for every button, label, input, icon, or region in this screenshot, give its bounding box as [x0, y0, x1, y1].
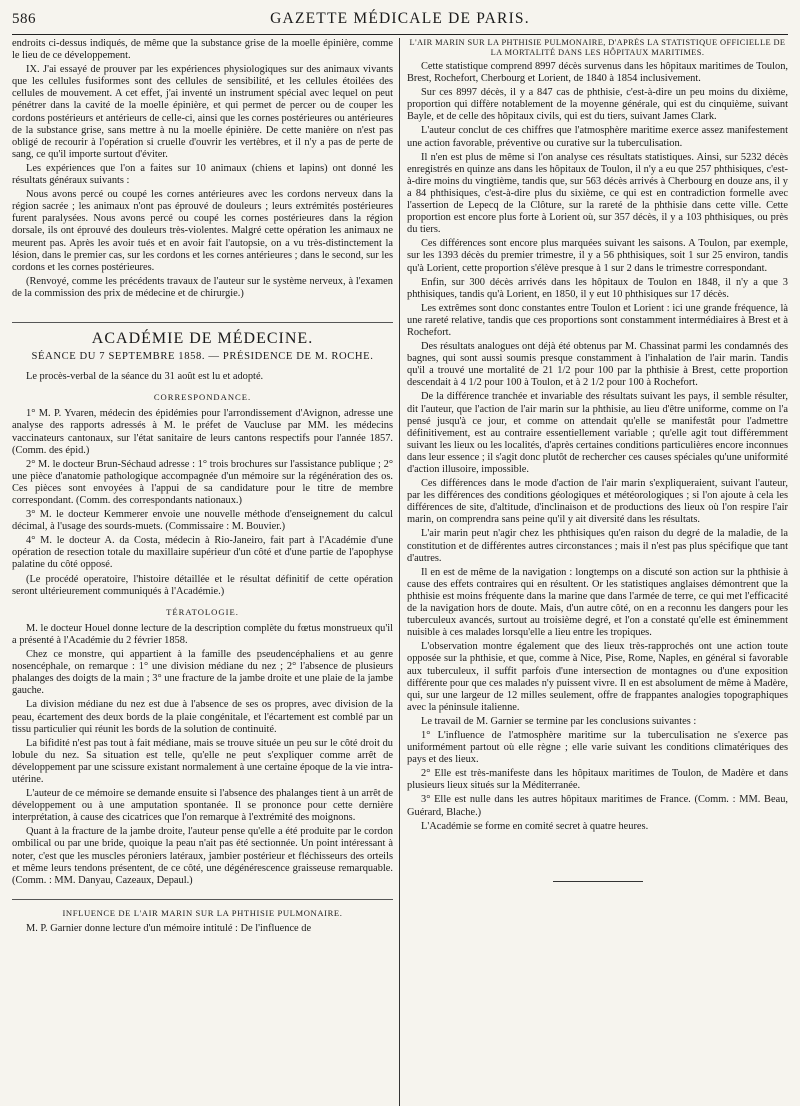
seance-line: SÉANCE DU 7 SEPTEMBRE 1858. — PRÉSIDENCE DE M. ROCHE. [31, 351, 374, 363]
correspondance-item: (Le procédé operatoire, l'histoire détaillée et le résultat définitif de cette opération seront ultérieurement communiqués à l'Académie.) [12, 573, 393, 597]
paragraph: (Renvoyé, comme les précédents travaux de l'auteur sur le système nerveux, à l'examen de la commission des prix de médecine et de chirurgie.) [12, 275, 393, 299]
paragraph: Quant à la fracture de la jambe droite, l'auteur pense qu'elle a été produite par le cordon ombilical ou par une bride, quoique la peau n'ait pas été sectionnée. Un point intéressant à noter, c'est que les muscles péroniers latéraux, jambier postérieur et fléchisseurs des orteils et même leurs tendons présentent, de ce côté, une dégénérescence graisseuse remarquable. (Comm. : MM. Danyau, Cazeaux, Depaul.) [12, 826, 393, 886]
journal-title: GAZETTE MÉDICALE DE PARIS. [270, 10, 530, 27]
end-rule [553, 881, 643, 883]
closing-line: L'Académie se forme en comité secret à quatre heures. [421, 820, 649, 832]
paragraph: M. P. Garnier donne lecture d'un mémoire intitulé : De l'influence de [26, 922, 312, 934]
paragraph: Chez ce monstre, qui appartient à la famille des pseudencéphaliens et au genre nosencéphale, on remarque : 1° une division médiane du nez ; 2° l'absence de plusieurs phalanges des doigts de la main ; 3° une fracture de la jambe droite et une plaie de la jambe gauche. [12, 649, 393, 697]
left-column [12, 38, 399, 1106]
paragraph: L'auteur de ce mémoire se demande ensuite si l'absence des phalanges tient à un arrêt de développement ou à une amputation spontanée. Il se prononce pour cette dernière interprétation, à cause des cicatrices que l'on remarque à l'extrémité des moignons. [12, 788, 393, 824]
paragraph: M. le docteur Houel donne lecture de la description complète du fœtus monstrueux qu'il a présenté à l'Académie du 2 février 1858. [12, 622, 393, 646]
paragraph: Ces différences sont encore plus marquées suivant les saisons. A Toulon, par exemple, sur les 1393 décès du premier trimestre, il y a 56 phthisiques, soit 1 sur 25 environ, tandis qu'à Lorient, cette proportion s'élève presque à 1 sur 2 dans le trimestre correspondant. [407, 238, 788, 274]
paragraph: La bifidité n'est pas tout à fait médiane, mais se trouve située un peu sur le côté droit du lobule du nez. Sa situation est telle, qu'elle ne peut s'expliquer comme arrêt de développement par une scissure existant normalement à une certaine époque de la vie intra-utérine. [12, 737, 393, 785]
paragraph: Enfin, sur 300 décès arrivés dans les hôpitaux de Toulon en 1848, il n'y a que 3 phthisiques, tandis qu'à Lorient, en 1850, il y eut 10 phthisiques sur 17 décès. [407, 276, 788, 300]
paragraph: Ces différences dans le mode d'action de l'air marin s'expliqueraient, suivant l'auteur, par les différences des conditions géologiques et météorologiques ; si l'on ajoute à cela les différences de site, d'altitude, d'inclinaison et de productions des lieux où l'on respire l'air marin, on comprendra sans peine qu'il y ait diversité dans les résultats. [407, 478, 788, 526]
paragraph: L'observation montre également que des lieux très-rapprochés ont une action toute opposée sur la phthisie, et que, comme à Nice, Pise, Rome, Naples, en général si favorable aux tuberculeux, il suffit parfois d'une intersection de montagnes ou d'une exposition différente pour que ces malades n'y puissent vivre. Il en est absolument de même à Madère, qui, sur une largeur de 12 milles seulement, offre de frappantes analogies topographiques avec la péninsule italienne. [407, 641, 788, 713]
paragraph: Il en est de même de la navigation : longtemps on a discuté son action sur la phthisie à cause des effets contraires qui en résultent. Or les statistiques anglaises démontrent que la phthisie est moins fréquente dans la marine que dans l'armée de terre, ce qui met l'efficacité de la navigation hors de doute. Mais, d'un autre côté, on en a reconnu les dangers pour les tuberculeux avancés, surtout au troisième degré, et l'on a constaté qu'elle est éminemment nuisible à ces malades lorsqu'elle a lieu entre les tropiques. [407, 566, 788, 639]
paragraph: Des résultats analogues ont déjà été obtenus par M. Chassinat parmi les condamnés des bagnes, qui sont aussi soumis presque constamment à l'inhalation de l'air marin. Tandis qu'il a trouvé une mortalité de 21 1/2 pour 100 par la phthisie à Brest, cette proportion descendait à 4 1/2 pour 100 à Toulon, et à 2 1/2 pour 100 à Rochefort. [407, 341, 788, 389]
paragraph: Nous avons percé ou coupé les cornes antérieures avec les cordons nerveux dans la région sacrée ; les animaux n'ont pas éprouvé de douleurs ; leurs extrémités postérieures furent paralysées. Nous avons percé ou coupé les cornes postérieures dans la région dorsale, ils ont éprouvé des douleurs très-violentes. Malgré cette opération les animaux ne meurent pas. Après les avoir tués et en avoir fait l'autopsie, on a vu très-distinctement la lésion, dans le premier cas, sur les cordons et les cornes antérieures ; dans le second, sur les cordons et les cornes postérieures. [12, 189, 393, 273]
paragraph: Les expériences que l'on a faites sur 10 animaux (chiens et lapins) ont donné les résultats généraux suivants : [12, 162, 393, 187]
influence-heading: INFLUENCE DE L'AIR MARIN SUR LA PHTHISIE PULMONAIRE. [12, 899, 393, 919]
paragraph: IX. J'ai essayé de prouver par les expériences physiologiques sur des animaux vivants que les cellules fusiformes sont des cellules de sensibilité, et les cellules étoilées des cellules de mouvement. A cet effet, j'ai inventé un instrument spécial avec lequel on peut pénétrer dans la cavité de la moelle épinière, et qui permet de percer ou de couper les cordons postérieurs et antérieurs de celle-ci, ainsi que les cornes postérieures ou antérieures de la substance grise, sans mettre à nu la moelle épinière. De cette manière on n'est pas obligé de recourir à l'opération si cruelle d'ouvrir les vertèbres, et il n'y a pas de perte de sang, ce qu'il importe surtout d'éviter. [12, 64, 393, 160]
teratologie-heading: TÉRATOLOGIE. [166, 606, 239, 617]
paragraph: Il n'en est plus de même si l'on analyse ces résultats statistiques. Ainsi, sur 5232 décès enregistrés en quinze ans dans les hôpitaux de Toulon, il n'y a eu que 257 phthisiques, c'est-à-dire moins du vingtième, tandis que, sur 563 décès arrivés à Cherbourg en douze ans, il y a 84 phthisiques, c'est-à-dire plus du sixième, ce qui est en contradiction formelle avec l'assertion de Lepecq de la Clôture, sur la rareté de la phthisie dans cette ville. Cette proportion est encore plus forte à Lorient où, sur 357 décès, il y a 103 phthisiques, ou près du tiers. [407, 151, 788, 236]
correspondance-heading: CORRESPONDANCE. [153, 392, 252, 403]
paragraph: L'air marin peut n'agir chez les phthisiques qu'en raison du degré de la maladie, de la constitution et de différentes autres circonstances ; mais il n'est pas plus spécifique que tant d'autres. [407, 528, 788, 564]
academy-title: ACADÉMIE DE MÉDECINE. [12, 322, 393, 345]
paragraph: Sur ces 8997 décès, il y a 847 cas de phthisie, c'est-à-dire un peu moins du dixième, proportion qui diffère notablement de la moyenne générale, qui est du cinquième, suivant Bayle, et de celle des hôpitaux civils, qui est du tiers, suivant James Clark. [407, 87, 788, 123]
paragraph: Le travail de M. Garnier se termine par les conclusions suivantes : [421, 715, 697, 727]
paragraph: La division médiane du nez est due à l'absence de ses os propres, avec division de la peau, écartement des deux bords de la plaie congénitale, et l'écartement est comblé par un tissu particulier qui réunit les bords de la solution de continuité. [12, 699, 393, 735]
page-number: 586 [12, 11, 36, 27]
correspondance-item: 3° M. le docteur Kemmerer envoie une nouvelle méthode d'enseignement du calcul décimal, à l'usage des sourds-muets. (Commissaire : M. Bouvier.) [12, 509, 393, 533]
correspondance-item: 4° M. le docteur A. da Costa, médecin à Rio-Janeiro, fait part à l'Académie d'une opération de resection totale du maxillaire supérieur d'un côté et d'une partie de l'apophyse palatine du côté opposé. [12, 535, 393, 571]
correspondance-item: 1° M. P. Yvaren, médecin des épidémies pour l'arrondissement d'Avignon, adresse une analyse des rapports adressés à M. le préfet de Vaucluse par MM. les médecins vaccinateurs cantonaux, sur l'état sanitaire de leurs cantons respectifs pour l'année 1857. (Comm. des épid.) [12, 408, 393, 456]
paragraph: Cette statistique comprend 8997 décès survenus dans les hôpitaux maritimes de Toulon, Brest, Rochefort, Cherbourg et Lorient, de 1840 à 1854 inclusivement. [407, 61, 788, 85]
paragraph: L'auteur conclut de ces chiffres que l'atmosphère maritime exerce assez manifestement une action favorable, préventive ou curative sur la tuberculisation. [407, 125, 788, 149]
correspondance-item: 2° M. le docteur Brun-Séchaud adresse : 1° trois brochures sur l'assistance publique ; 2° une pièce d'anatomie pathologique accompagnée d'un mémoire sur la régénération des os. Ces pièces sont envoyées à l'appui de sa candidature pour le titre de membre correspondant. (Comm. des correspondants nationaux.) [12, 458, 393, 506]
conclusion-item: 2° Elle est très-manifeste dans les hôpitaux maritimes de Toulon, de Madère et dans plusieurs lieux situés sur la Méditerranée. [407, 768, 788, 792]
text-columns [12, 38, 788, 1106]
page-header [12, 10, 788, 35]
proces-verbal: Le procès-verbal de la séance du 31 août est lu et adopté. [26, 371, 264, 383]
right-column [400, 38, 788, 1106]
conclusion-item: 3° Elle est nulle dans les autres hôpitaux maritimes de France. (Comm. : MM. Beau, Guérard, Blache.) [407, 794, 788, 818]
paragraph: Les extrêmes sont donc constantes entre Toulon et Lorient : ici une grande fréquence, là une rareté relative, tandis que ces proportions sont constamment intermédiaires à Brest et à Rochefort. [407, 302, 788, 338]
memoir-title: L'AIR MARIN SUR LA PHTHISIE PULMONAIRE, D'APRÈS LA STATISTIQUE OFFICIELLE DE LA MORTALITÉ DANS LES HÔPITAUX MARITIMES. [409, 38, 786, 57]
paragraph: De la différence tranchée et invariable des résultats suivant les pays, il semble résulter, dit l'auteur, que l'action de l'air marin sur la phthisie, au lieu d'être uniforme, comme on l'a pensé jusqu'à ce jour, et comme on attendait qu'elle se manifestât pour l'admettre définitivement, est au contraire essentiellement variable ; qu'elle agit tout différemment suivant les lieux ou les localités, d'après certaines conditions particulières encore inconnues dans leur essence ; il s'agit donc plutôt de rechercher ces causes spéciales qu'une uniformité d'action illusoire, impossible. [407, 391, 788, 475]
conclusion-item: 1° L'influence de l'atmosphère maritime sur la tuberculisation ne s'exerce pas uniformément partout où elle règne ; elle varie suivant les conditions climatériques des pays et des lieux. [407, 729, 788, 766]
paragraph: endroits ci-dessus indiqués, de même que la substance grise de la moelle épinière, comme le lieu de ce développement. [12, 38, 393, 62]
